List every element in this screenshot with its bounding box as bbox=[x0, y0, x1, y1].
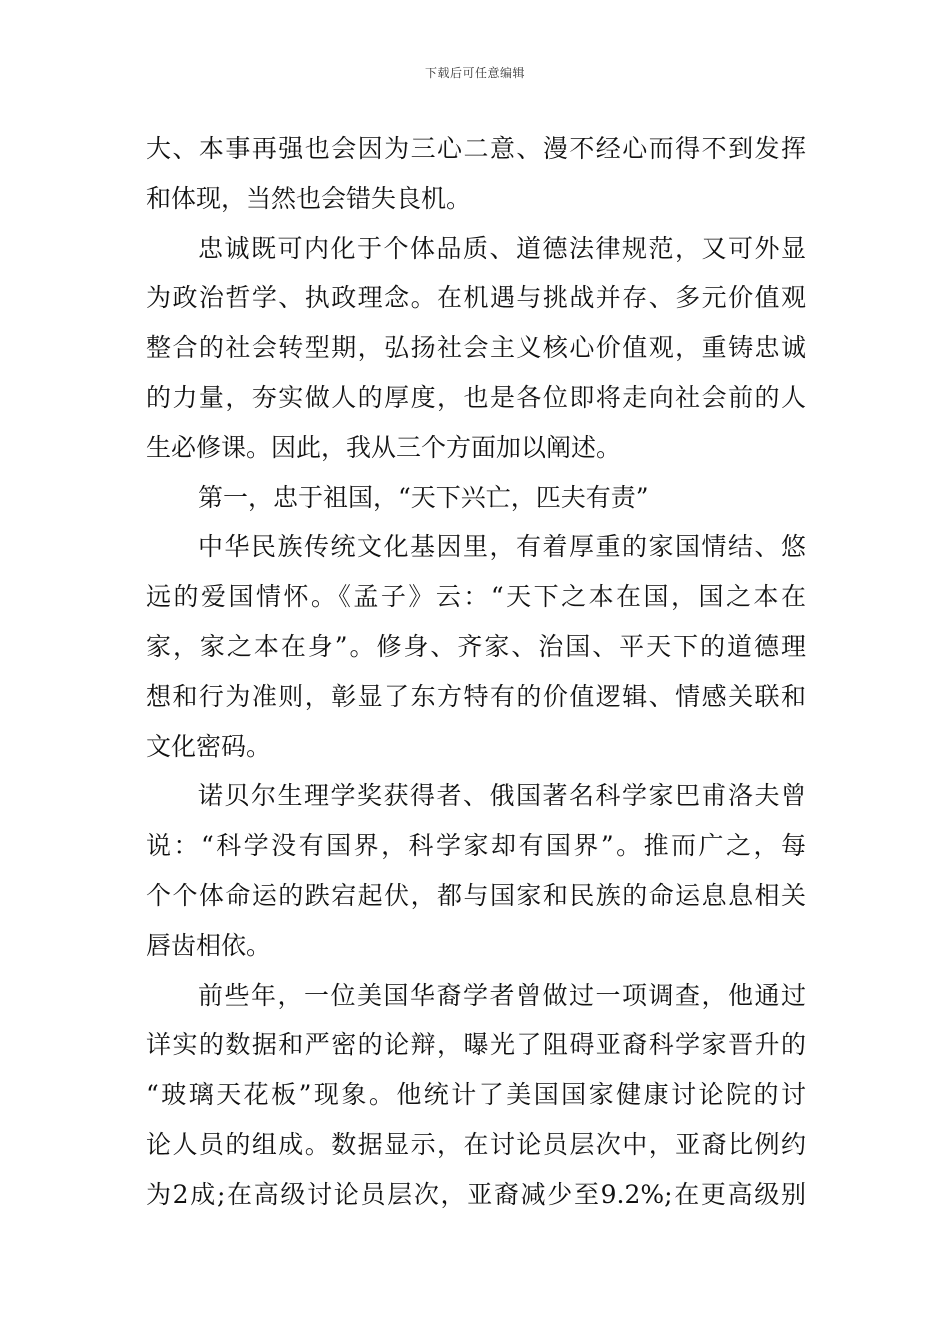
text-line: “玻璃天花板”现象。他统计了美国国家健康讨论院的讨 bbox=[146, 1080, 806, 1110]
text-line: 文化密码。 bbox=[146, 731, 272, 761]
text-line: 说：“科学没有国界，科学家却有国界”。推而广之，每 bbox=[146, 831, 806, 861]
text-line: 生必修课。因此，我从三个方面加以阐述。 bbox=[146, 432, 622, 462]
text-line: 中华民族传统文化基因里，有着厚重的家国情结、悠 bbox=[198, 532, 806, 562]
text-line: 为政治哲学、执政理念。在机遇与挑战并存、多元价值观 bbox=[146, 283, 806, 313]
text-line: 前些年，一位美国华裔学者曾做过一项调查，他通过 bbox=[198, 980, 806, 1010]
text-line: 和体现，当然也会错失良机。 bbox=[146, 183, 472, 213]
text-line: 整合的社会转型期，弘扬社会主义核心价值观，重铸忠诚 bbox=[146, 333, 806, 363]
text-line: 想和行为准则，彰显了东方特有的价值逻辑、情感关联和 bbox=[146, 681, 806, 711]
page-header: 下载后可任意编辑 bbox=[424, 66, 525, 80]
text-line: 远的爱国情怀。《孟子》云：“天下之本在国，国之本在 bbox=[146, 582, 806, 612]
text-line: 诺贝尔生理学奖获得者、俄国著名科学家巴甫洛夫曾 bbox=[198, 781, 806, 811]
section-heading: 第一，忠于祖国，“天下兴亡，匹夫有责” bbox=[198, 482, 649, 512]
text-line: 个个体命运的跌宕起伏，都与国家和民族的命运息息相关 bbox=[146, 880, 806, 910]
text-line: 唇齿相依。 bbox=[146, 930, 272, 960]
document-body bbox=[146, 124, 806, 1220]
text-line: 为2成;在高级讨论员层次，亚裔减少至9.2%;在更高级别 bbox=[146, 1179, 806, 1209]
text-line: 的力量，夯实做人的厚度，也是各位即将走向社会前的人 bbox=[146, 382, 806, 412]
text-line: 论人员的组成。数据显示，在讨论员层次中，亚裔比例约 bbox=[146, 1129, 806, 1159]
text-line: 大、本事再强也会因为三心二意、漫不经心而得不到发挥 bbox=[146, 134, 806, 163]
text-line: 忠诚既可内化于个体品质、道德法律规范，又可外显 bbox=[198, 233, 806, 263]
text-line: 详实的数据和严密的论辩，曝光了阻碍亚裔科学家晋升的 bbox=[146, 1030, 806, 1060]
text-line: 家，家之本在身”。修身、齐家、治国、平天下的道德理 bbox=[146, 631, 806, 661]
